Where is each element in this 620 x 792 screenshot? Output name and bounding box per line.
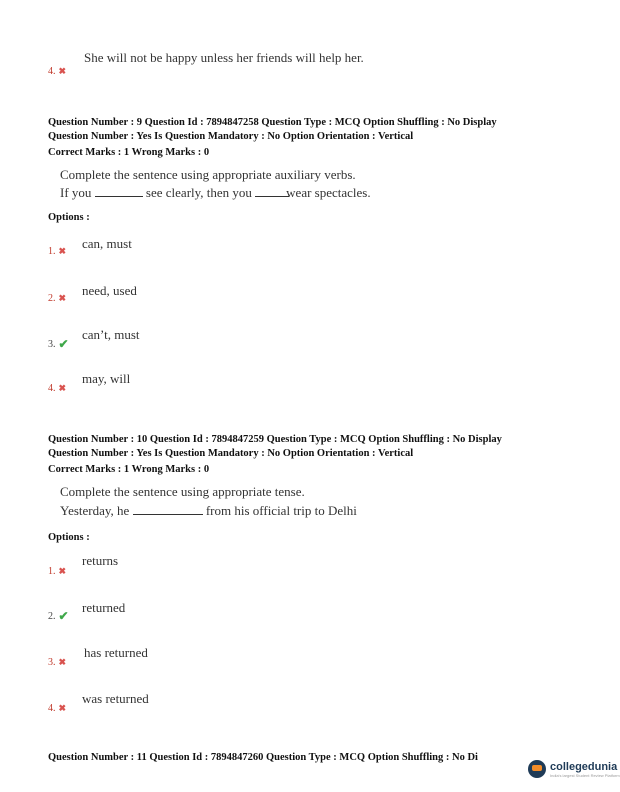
q9-meta <box>48 116 497 160</box>
blank-line <box>95 185 143 197</box>
logo-tagline: India's largest Student Review Platform <box>550 772 620 778</box>
q10-option2-text: returned <box>82 600 126 615</box>
q10-meta-line2: Question Number : Yes Is Question Mandatory : No Option Orientation : Vertical <box>48 447 414 459</box>
q10-option4-text: was returned <box>82 691 149 706</box>
q10-meta-line3: Correct Marks : 1 Wrong Marks : 0 <box>48 464 210 475</box>
option-number: 1. <box>48 566 56 577</box>
option-number: 2. <box>48 611 56 622</box>
option-number: 3. <box>48 657 56 668</box>
logo-icon <box>528 760 546 778</box>
cross-icon: ✖ <box>58 66 67 76</box>
option-number: 1. <box>48 246 56 257</box>
q10-text-part1: Yesterday, he <box>60 503 130 518</box>
q9-option4-text: may, will <box>82 371 131 386</box>
q9-option2-text: need, used <box>82 283 137 298</box>
q9-option4-number <box>48 383 66 394</box>
option-number: 4. <box>48 703 56 714</box>
q10-option3-number <box>48 657 66 668</box>
q10-option1-text: returns <box>82 553 119 568</box>
blank-line <box>133 503 203 515</box>
check-icon: ✔ <box>58 337 69 351</box>
q10-question-line2 <box>60 503 357 519</box>
option-number: 2. <box>48 293 56 304</box>
q10-text-part2: from his official trip to Delhi <box>205 503 357 518</box>
q9-option3-text: can’t, must <box>82 327 140 342</box>
q8-option4-text: She will not be happy unless her friends will help her. <box>84 50 364 65</box>
q10-meta <box>48 433 502 477</box>
cross-icon: ✖ <box>58 657 67 667</box>
cross-icon: ✖ <box>58 293 67 303</box>
check-icon: ✔ <box>58 609 69 623</box>
q11-meta-line1: Question Number : 11 Question Id : 7894847260 Question Type : MCQ Option Shuffling : No Di <box>48 752 478 763</box>
q9-meta-line3: Correct Marks : 1 Wrong Marks : 0 <box>48 147 210 158</box>
cross-icon: ✖ <box>58 383 67 393</box>
collegedunia-logo <box>528 760 620 778</box>
q10-option3-text: has returned <box>84 645 148 660</box>
q9-option3-number <box>48 337 69 352</box>
cross-icon: ✖ <box>58 246 67 256</box>
option-number: 4. <box>48 383 56 394</box>
q10-meta-line1: Question Number : 10 Question Id : 7894847259 Question Type : MCQ Option Shuffling : No Display <box>48 434 502 445</box>
option-number: 3. <box>48 339 56 350</box>
q10-option4-number <box>48 703 66 714</box>
q9-options-label: Options : <box>48 212 90 223</box>
q9-question-line2 <box>60 185 371 201</box>
q9-option2-number <box>48 293 66 304</box>
q10-option2-number <box>48 609 69 624</box>
option-number: 4. <box>48 66 56 77</box>
q9-option1-number <box>48 246 66 257</box>
q9-meta-line1: Question Number : 9 Question Id : 7894847258 Question Type : MCQ Option Shuffling : No Display <box>48 117 497 128</box>
q9-text-part3: wear spectacles. <box>286 185 371 200</box>
cross-icon: ✖ <box>58 703 67 713</box>
q9-text-part2: see clearly, then you <box>145 185 252 200</box>
blank-line <box>255 185 289 197</box>
q10-options-label: Options : <box>48 532 90 543</box>
cross-icon: ✖ <box>58 566 67 576</box>
logo-brand: collegedunia <box>550 760 618 773</box>
q9-question-line1: Complete the sentence using appropriate auxiliary verbs. <box>60 167 356 182</box>
q8-option4-number <box>48 66 66 77</box>
q9-meta-line2: Question Number : Yes Is Question Mandatory : No Option Orientation : Vertical <box>48 130 414 142</box>
q10-question-line1: Complete the sentence using appropriate tense. <box>60 484 305 499</box>
q10-option1-number <box>48 566 66 577</box>
q9-option1-text: can, must <box>82 236 132 251</box>
q9-text-part1: If you <box>60 185 92 200</box>
